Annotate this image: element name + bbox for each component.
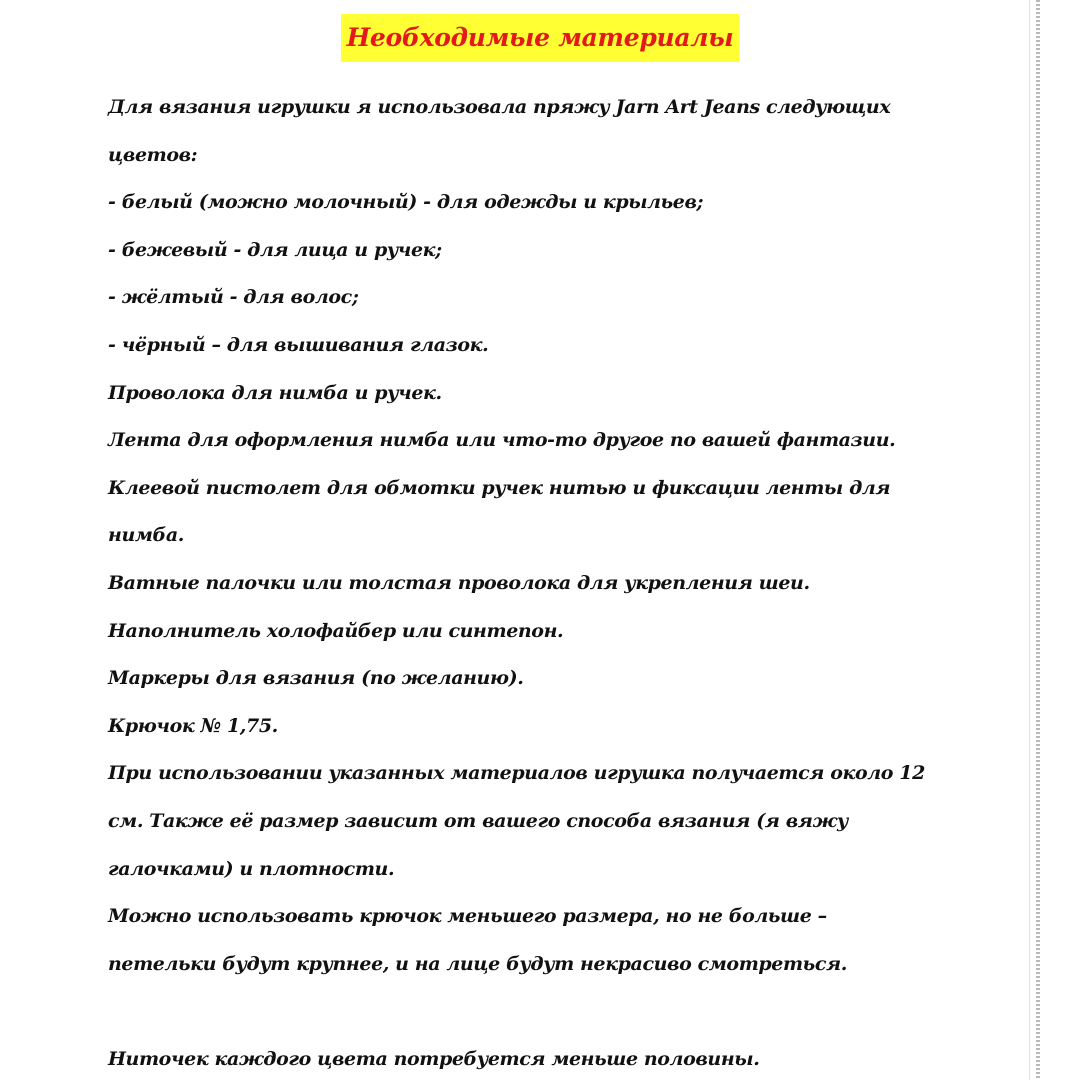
paragraph-gap bbox=[108, 988, 1008, 1036]
text-line: - чёрный – для вышивания глазок. bbox=[108, 333, 489, 356]
text-line: Можно использовать крючок меньшего размера, но не больше – bbox=[108, 905, 827, 928]
text-line: При использовании указанных материалов игрушка получается около 12 bbox=[108, 762, 925, 785]
page-edge-line bbox=[1029, 0, 1030, 1080]
text-line: цветов: bbox=[108, 143, 198, 166]
text-line: Для вязания игрушки я использовала пряжу Jarn Art Jeans следующих bbox=[108, 96, 891, 118]
text-line: Маркеры для вязания (по желанию). bbox=[108, 667, 524, 690]
text-line: Ниточек каждого цвета потребуется меньше половины. bbox=[108, 1047, 760, 1070]
text-line: галочками) и плотности. bbox=[108, 857, 395, 880]
text-line: Клеевой пистолет для обмотки ручек нитью и фиксации ленты для bbox=[108, 476, 891, 499]
text-line: - жёлтый - для волос; bbox=[108, 286, 359, 309]
text-line: Крючок № 1,75. bbox=[108, 714, 278, 737]
text-line: Лента для оформления нимба или что-то другое по вашей фантазии. bbox=[108, 429, 896, 452]
text-line: Ватные палочки или толстая проволока для укрепления шеи. bbox=[108, 571, 810, 594]
text-line: - белый (можно молочный) - для одежды и крыльев; bbox=[108, 191, 704, 214]
page-edge-dotted-border bbox=[1036, 0, 1040, 1080]
text-line: Наполнитель холофайбер или синтепон. bbox=[108, 619, 564, 642]
text-line: см. Также её размер зависит от вашего способа вязания (я вяжу bbox=[108, 809, 848, 832]
materials-text bbox=[108, 84, 1008, 1080]
text-line: - бежевый - для лица и ручек; bbox=[108, 238, 442, 261]
text-line: нимба. bbox=[108, 524, 184, 547]
title-container bbox=[0, 14, 1080, 62]
page-title: Необходимые материалы bbox=[341, 14, 740, 62]
text-line: Проволока для нимба и ручек. bbox=[108, 381, 442, 404]
text-line: петельки будут крупнее, и на лице будут некрасиво смотреться. bbox=[108, 952, 847, 975]
